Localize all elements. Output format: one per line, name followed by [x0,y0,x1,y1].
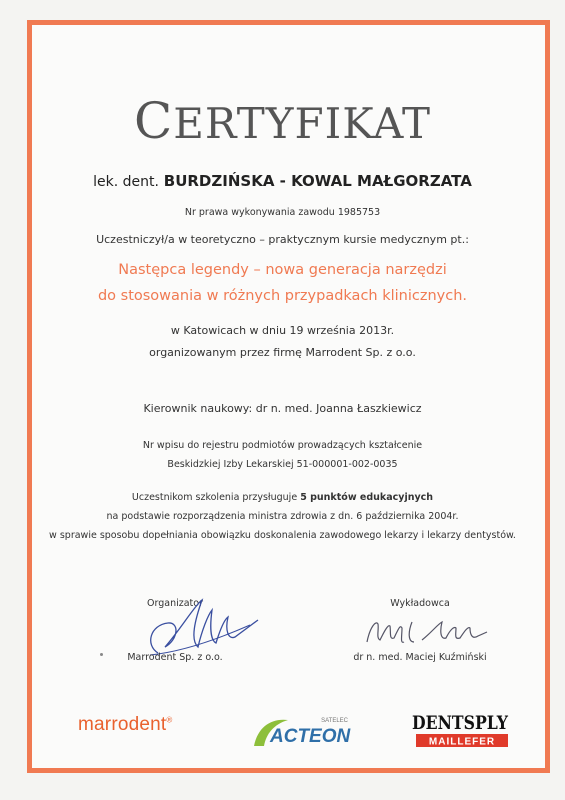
satelec-text: SATELEC [321,718,348,724]
marrodent-wordmark: marrodent [78,714,167,735]
regulation-line1: na podstawie rozporządzenia ministra zdrowia z dn. 6 października 2004r. [106,511,459,522]
participation-text: Uczestniczył/a w teoretyczno – praktycznym kursie medycznym pt.: [96,233,469,246]
regulation-line2: w sprawie sposobu dopełniania obowiązku doskonalenia zawodowego lekarzy i lekarzy dentystów. [49,530,516,541]
license-number: Nr prawa wykonywania zawodu 1985753 [184,207,381,218]
points-value: 5 punktów edukacyjnych [300,492,434,503]
certificate-title [0,92,565,150]
maillefer-text: MAILLEFER [428,736,496,748]
organizer-role: Organizator [147,598,203,609]
lecturer-name: dr n. med. Maciej Kuźmiński [353,652,487,663]
recipient-line [0,172,565,190]
scientific-head: Kierownik naukowy: dr n. med. Joanna Łaszkiewicz [143,402,422,415]
points-prefix: Uczestnikom szkolenia przysługuje [131,492,301,503]
organizer-text: organizowanym przez firmę Marrodent Sp. z o.o. [149,346,416,359]
organizer-signature [140,595,260,660]
course-title-line1: Następca legendy – nowa generacja narzędzi [118,262,447,278]
lecturer-role: Wykładowca [390,598,450,609]
registry-line1: Nr wpisu do rejestru podmiotów prowadzących kształcenie [142,440,423,451]
title-initial: C [133,92,174,150]
acteon-text: ACTEON [270,726,351,747]
course-title-line2: do stosowania w różnych przypadkach klinicznych. [97,288,468,304]
dentsply-text: DENTSPLY [412,712,509,734]
organizer-name: Marrodent Sp. z o.o. [127,652,223,663]
mark-dot [100,653,103,656]
title-rest: ERTYFIKAT [173,99,431,148]
acteon-logo [248,712,368,752]
registered-mark: ® [166,715,173,725]
points-line [0,492,565,503]
place-date: w Katowicach w dniu 19 września 2013r. [170,324,395,337]
lecturer-signature [362,612,502,652]
registry-line2: Beskidzkiej Izby Lekarskiej 51-000001-002-0035 [167,459,398,470]
marrodent-logo [78,714,173,736]
recipient-name: BURDZIŃSKA - KOWAL MAŁGORZATA [163,172,472,190]
dentsply-maillefer-logo [410,703,510,753]
recipient-prefix: lek. dent. [93,174,159,190]
